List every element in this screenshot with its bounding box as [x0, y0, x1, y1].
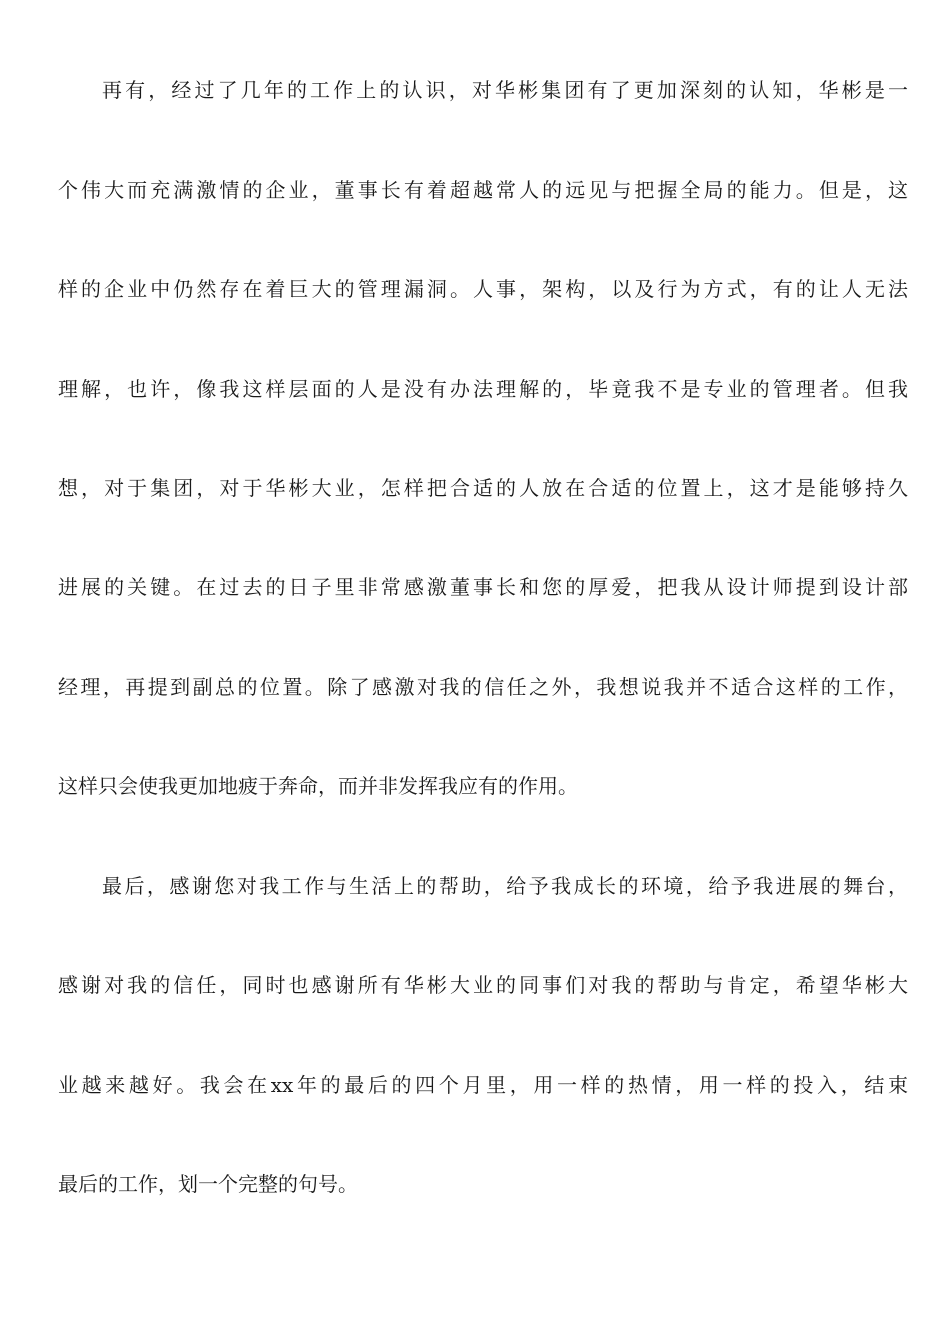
text-line: 最后，感谢您对我工作与生活上的帮助，给予我成长的环境，给予我进展的舞台， [102, 874, 908, 898]
text-line: 业越来越好。我会在xx年的最后的四个月里，用一样的热情，用一样的投入，结束 [58, 1073, 908, 1097]
text-line: 这样只会使我更加地疲于奔命，而并非发挥我应有的作用。 [58, 774, 578, 798]
text-line: 个伟大而充满激情的企业，董事长有着超越常人的远见与把握全局的能力。但是，这 [58, 178, 908, 202]
text-line: 想，对于集团，对于华彬大业，怎样把合适的人放在合适的位置上，这才是能够持久 [58, 476, 908, 500]
text-line: 理解，也许，像我这样层面的人是没有办法理解的，毕竟我不是专业的管理者。但我 [58, 377, 908, 401]
text-line: 感谢对我的信任，同时也感谢所有华彬大业的同事们对我的帮助与肯定，希望华彬大 [58, 973, 908, 997]
text-line: 经理，再提到副总的位置。除了感激对我的信任之外，我想说我并不适合这样的工作， [58, 675, 908, 699]
text-line: 进展的关键。在过去的日子里非常感激董事长和您的厚爱，把我从设计师提到设计部 [58, 575, 908, 599]
text-line: 最后的工作，划一个完整的句号。 [58, 1172, 358, 1196]
text-line: 样的企业中仍然存在着巨大的管理漏洞。人事，架构，以及行为方式，有的让人无法 [58, 277, 908, 301]
text-line: 再有，经过了几年的工作上的认识，对华彬集团有了更加深刻的认知，华彬是一 [102, 78, 908, 102]
